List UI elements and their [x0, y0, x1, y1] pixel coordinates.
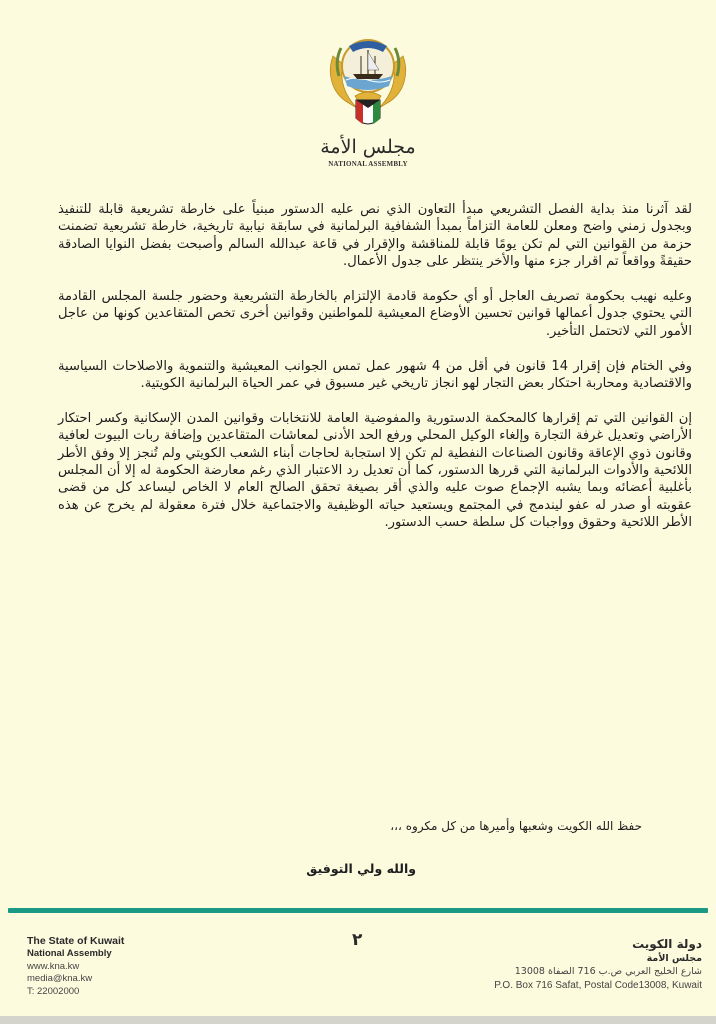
- footer-state-name-arabic: دولة الكويت: [632, 937, 702, 951]
- footer-assembly-name: National Assembly: [27, 947, 112, 959]
- assembly-name-arabic: مجلس الأمة: [320, 136, 416, 158]
- footer-address-arabic: شارع الخليج العربي ص.ب 716 الصفاة 13008: [514, 966, 702, 978]
- footer-phone: T: 22002000: [27, 986, 80, 998]
- paragraph-legislative-roadmap: لقد آثرنا منذ بداية الفصل التشريعي مبدأ التعاون الذي نص عليه الدستور مبنياً على خارطة تشريعية قابلة للتنفيذ وبجدول زمني واضح ومعلن للعامة التزاماً بمبدأ الشفافية البرلمانية في سابقة نيابية تاريخية، خارطة تشريعية تضمنت حزمة من القوانين التي لم تكن يومًا قابلة للمناقشة والإقرار في قاعة عبدالله السالم وأصبحت بفضل النوايا الصادقة حقيقةً وواقعاً تم اقرار جزء منها والأخر ينتظر على جدول الأعمال.: [58, 202, 692, 270]
- paragraph-conclusion: وفي الختام فإن إقرار 14 قانون في أقل من 4 شهور عمل تمس الجوانب المعيشية والتنموية والاصلاحات السياسية والاقتصادية ومحاربة احتكار بعض التجار لهو انجاز تاريخي غير مسبوق في عمر الحياة البرلمانية الكويتية.: [58, 358, 692, 392]
- letterhead: [318, 26, 418, 168]
- footer-contact-english: [27, 935, 124, 999]
- footer-address-english: P.O. Box 716 Safat, Postal Code13008, Kuwait: [494, 979, 702, 991]
- signoff: والله ولي التوفيق: [306, 861, 416, 876]
- kuwait-emblem-icon: [323, 26, 413, 134]
- footer-divider: [8, 908, 708, 913]
- closing-prayer: حفظ الله الكويت وشعبها وأميرها من كل مكروه ،،،: [390, 819, 642, 833]
- assembly-name-english: NATIONAL ASSEMBLY: [328, 160, 408, 168]
- page-bottom-edge: [0, 1016, 716, 1024]
- letter-body: [58, 201, 692, 549]
- footer-state-name: The State of Kuwait: [27, 935, 125, 947]
- footer-assembly-name-arabic: مجلس الأمة: [646, 952, 702, 964]
- paragraph-laws-passed: إن القوانين التي تم إقرارها كالمحكمة الدستورية والمفوضية العامة للانتخابات وقوانين المدن الإسكانية وكسر احتكار الأراضي وتعديل غرفة التجارة وإلغاء الوكيل المحلي ورفع الحد الأدنى لمعاشات المتقاعدين وإضافة ربات البيوت لعافية وقانون ذوي الإعاقة وقانون الصناعات النفطية لم تكن إلا استجابة لحاجات أبناء الشعب الكويتي ولم تُنجز إلا وفق الأطر اللائحية والأدوات البرلمانية التي قررها الدستور، كما أن تعديل رد الاعتبار الذي رغم معارضة الحكومة له إلا أن المجلس بأغلبية أعضائه وبما يشبه الإجماع صوت عليه والذي أقر بصيغة تحقق الصالح العام لا الخاص ليساعد كل من قضى عقوبته أو صدر له عفو ليندمج في المجتمع ويستعيد حياته الوظيفية والاجتماعية خلال فترة معقولة لم يخرج عن هذه الأطر اللائحية وحقوق وواجبات كل سلطة حسب الدستور.: [58, 410, 692, 531]
- footer-website-link[interactable]: www.kna.kw: [27, 960, 80, 972]
- page-number: ٢: [352, 930, 363, 950]
- paragraph-government-call: وعليه نهيب بحكومة تصريف العاجل أو أي حكومة قادمة الإلتزام بالخارطة التشريعية وحضور جلسة المجلس القادمة التي يحتوي جدول أعمالها قوانين تحسين الأوضاع المعيشية للمواطنين وقوانين أخرى تخص المتقاعدين كونها من عاجل الأمور التي لاتحتمل التأخير.: [58, 289, 692, 339]
- footer-contact-arabic: [494, 938, 702, 992]
- footer-email-link[interactable]: media@kna.kw: [27, 973, 93, 985]
